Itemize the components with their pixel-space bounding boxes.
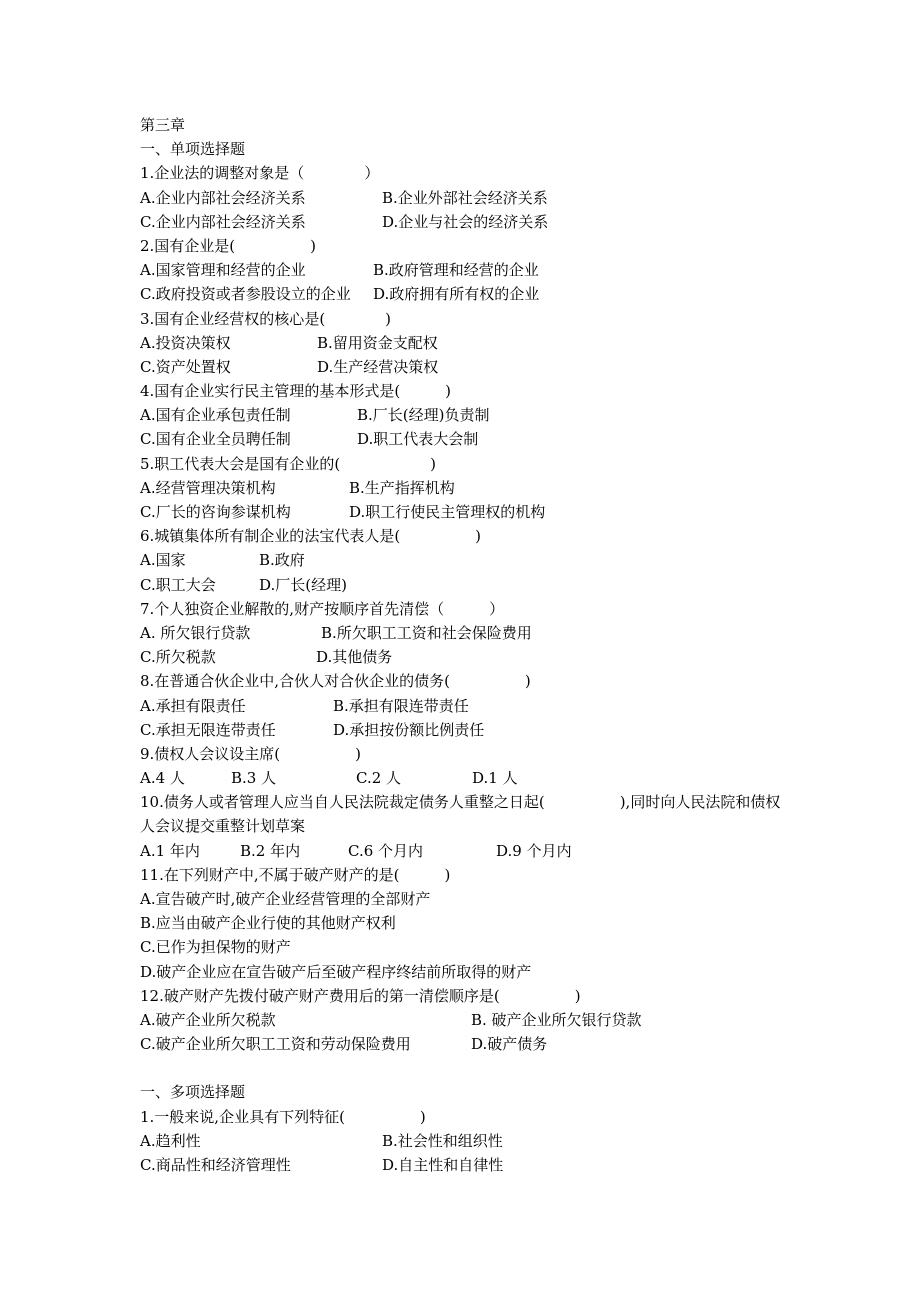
option-row: [140, 1008, 840, 1032]
option-row: [140, 766, 840, 790]
option-a: A.趋利性: [140, 1131, 201, 1150]
option-row: [140, 935, 840, 959]
option-row: [140, 887, 840, 911]
option-a: A.国有企业承包责任制: [140, 406, 291, 425]
option-c: C.政府投资或者参股设立的企业: [140, 285, 351, 304]
option-c: C.破产企业所欠职工工资和劳动保险费用: [140, 1035, 411, 1054]
option-d: D.厂长(经理): [259, 575, 347, 594]
multi-choice-section-title: 一、多项选择题: [140, 1083, 246, 1102]
option-a: A.1 年内: [140, 841, 200, 860]
option-row: [140, 1032, 840, 1056]
option-row: [140, 427, 840, 451]
option-d: D.企业与社会的经济关系: [382, 212, 549, 231]
question-stem: 5.职工代表大会是国有企业的( ): [140, 454, 437, 473]
question-stem: 1.企业法的调整对象是（ ）: [140, 164, 380, 183]
option-a: A. 所欠银行贷款: [140, 623, 251, 642]
option-row: [140, 718, 840, 742]
exam-page: [140, 113, 840, 1177]
question-stem: 4.国有企业实行民主管理的基本形式是( ): [140, 382, 452, 401]
option-row: [140, 210, 840, 234]
option-b: B.政府: [259, 551, 305, 570]
option-row: [140, 1153, 840, 1177]
question-stem: 3.国有企业经营权的核心是( ): [140, 309, 392, 328]
option-d: D.承担按份额比例责任: [333, 720, 485, 739]
option-c: C.职工大会: [140, 575, 216, 594]
option-b: B.应当由破产企业行使的其他财产权利: [140, 914, 396, 933]
option-d: D.9 个月内: [496, 841, 572, 860]
option-b: B.留用资金支配权: [317, 333, 438, 352]
option-row: [140, 331, 840, 355]
question-stem: 7.个人独资企业解散的,财产按顺序首先清偿（ ）: [140, 599, 505, 618]
option-row: [140, 960, 840, 984]
option-row: [140, 476, 840, 500]
question-stem: 11.在下列财产中,不属于破产财产的是( ): [140, 865, 451, 884]
option-a: A.承担有限责任: [140, 696, 246, 715]
option-row: [140, 1129, 840, 1153]
option-d: D.其他债务: [316, 648, 393, 667]
option-c: C.所欠税款: [140, 648, 216, 667]
option-a: A.国家管理和经营的企业: [140, 261, 306, 280]
option-b: B.政府管理和经营的企业: [373, 261, 539, 280]
option-a: A.经营管理决策机构: [140, 478, 276, 497]
option-d: D.1 人: [472, 769, 518, 788]
question-stem: 9.债权人会议设主席( ): [140, 744, 362, 763]
question-stem: 6.城镇集体所有制企业的法宝代表人是( ): [140, 527, 482, 546]
question-stem: 2.国有企业是( ): [140, 236, 317, 255]
option-row: [140, 282, 840, 306]
section-gap: [140, 1056, 840, 1080]
option-row: [140, 186, 840, 210]
option-row: [140, 621, 840, 645]
option-row: [140, 548, 840, 572]
option-c: C.商品性和经济管理性: [140, 1155, 291, 1174]
option-c: C.厂长的咨询参谋机构: [140, 503, 291, 521]
option-d: D.破产企业应在宣告破产后至破产程序终结前所取得的财产: [140, 962, 532, 981]
option-row: [140, 573, 840, 597]
option-c: C.企业内部社会经济关系: [140, 212, 306, 231]
option-a: A.4 人: [140, 769, 185, 788]
question-stem: 1.一般来说,企业具有下列特征( ): [140, 1107, 426, 1126]
option-d: D.职工行使民主管理权的机构: [349, 503, 546, 521]
option-c: C.资产处置权: [140, 357, 231, 376]
question-stem: 12.破产财产先拨付破产财产费用后的第一清偿顺序是( ): [140, 986, 581, 1005]
single-choice-section-title: 一、单项选择题: [140, 140, 246, 159]
option-b: B.承担有限连带责任: [333, 696, 469, 715]
option-b: B.生产指挥机构: [349, 478, 455, 497]
option-c: C.2 人: [356, 769, 402, 788]
option-a: A.宣告破产时,破产企业经营管理的全部财产: [140, 890, 431, 909]
option-b: B.2 年内: [240, 841, 301, 860]
option-c: C.已作为担保物的财产: [140, 938, 291, 957]
option-a: A.投资决策权: [140, 333, 231, 352]
option-row: [140, 403, 840, 427]
option-row: [140, 258, 840, 282]
option-b: B.社会性和组织性: [382, 1131, 503, 1150]
option-c: C.6 个月内: [348, 841, 424, 860]
option-d: D.生产经营决策权: [317, 357, 439, 376]
option-row: [140, 645, 840, 669]
option-c: C.国有企业全员聘任制: [140, 430, 291, 449]
option-b: B.企业外部社会经济关系: [382, 188, 548, 207]
option-row: [140, 839, 840, 863]
option-row: [140, 500, 840, 524]
option-d: D.政府拥有所有权的企业: [373, 285, 540, 304]
option-b: B.3 人: [231, 769, 277, 788]
option-a: A.企业内部社会经济关系: [140, 188, 306, 207]
option-d: D.自主性和自律性: [382, 1155, 504, 1174]
question-stem: 8.在普通合伙企业中,合伙人对合伙企业的债务( ): [140, 672, 531, 691]
option-a: A.国家: [140, 551, 186, 570]
option-row: [140, 355, 840, 379]
option-a: A.破产企业所欠税款: [140, 1010, 276, 1029]
option-d: D.破产债务: [471, 1035, 548, 1054]
option-row: [140, 694, 840, 718]
option-b: B. 破产企业所欠银行贷款: [471, 1010, 642, 1029]
option-c: C.承担无限连带责任: [140, 720, 276, 739]
chapter-title: 第三章: [140, 116, 186, 134]
option-b: B.厂长(经理)负责制: [357, 406, 490, 425]
option-d: D.职工代表大会制: [357, 430, 479, 449]
option-row: [140, 911, 840, 935]
option-b: B.所欠职工工资和社会保险费用: [321, 623, 532, 642]
question-stem: 10.债务人或者管理人应当自人民法院裁定债务人重整之日起( ),同时向人民法院和债权人会议提交重整计划草案: [140, 793, 781, 836]
